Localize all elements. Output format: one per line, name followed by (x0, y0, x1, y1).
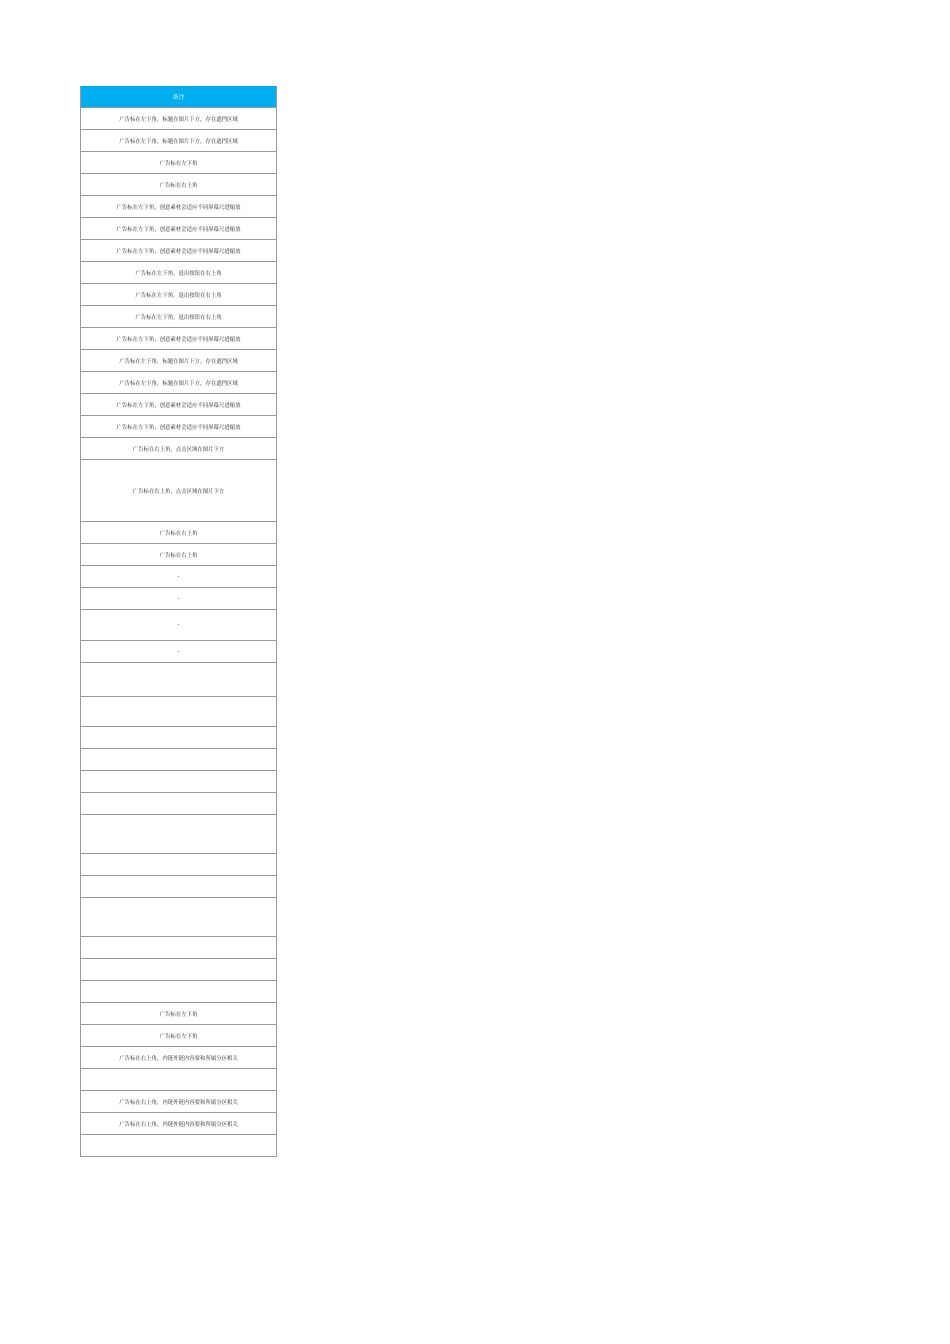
table-row: 广告标在右上角，内链外链内容要和所属分区相关 (81, 1091, 276, 1113)
table-row: 广告标在左下角，创意素材会适应不同屏幕尺进缩放 (81, 196, 276, 218)
table-row: 广告标在右上角 (81, 522, 276, 544)
table-row (81, 981, 276, 1003)
table-row: 广告标在左下角 (81, 1003, 276, 1025)
table-row (81, 793, 276, 815)
table-row (81, 697, 276, 727)
table-row (81, 854, 276, 876)
table-row: 广告标在左下角，创意素材会适应不同屏幕尺进缩放 (81, 328, 276, 350)
table-row: 广告标在左下角，创意素材会适应不同屏幕尺进缩放 (81, 218, 276, 240)
table-row: - (81, 588, 276, 610)
table-row: - (81, 610, 276, 641)
remarks-table (80, 86, 277, 1157)
table-row: 广告标在左下角，标题在图片下方，存在遮挡区域 (81, 108, 276, 130)
table-body (81, 108, 276, 1157)
table-row: 广告标在左下角，退出按钮在右上角 (81, 306, 276, 328)
table-row: 广告标在右上角，点击区域在图片下方 (81, 438, 276, 460)
table-row: 广告标在右上角，内链外链内容要和所属分区相关 (81, 1047, 276, 1069)
table-row (81, 663, 276, 697)
table-row (81, 898, 276, 937)
table-row (81, 937, 276, 959)
table-row: 广告标在左下角，标题在图片下方，存在遮挡区域 (81, 130, 276, 152)
table-row: - (81, 566, 276, 588)
table-row: 广告标在左下角，退出按钮在右上角 (81, 284, 276, 306)
table-row: 广告标在左下角，创意素材会适应不同屏幕尺进缩放 (81, 394, 276, 416)
table-row (81, 1069, 276, 1091)
table-row (81, 959, 276, 981)
table-row: 广告标在左下角，创意素材会适应不同屏幕尺进缩放 (81, 416, 276, 438)
table-row: 广告标在右上角 (81, 544, 276, 566)
table-row: 广告标在右上角，内链外链内容要和所属分区相关 (81, 1113, 276, 1135)
table-row (81, 1135, 276, 1157)
table-row (81, 876, 276, 898)
table-row: 广告标在左下角 (81, 152, 276, 174)
table-row (81, 749, 276, 771)
table-row: 广告标在左下角，标题在图片下方，存在遮挡区域 (81, 372, 276, 394)
table-row: 广告标在左下角，退出按钮在右上角 (81, 262, 276, 284)
table-row (81, 815, 276, 854)
table-row: 广告标在左下角，标题在图片下方，存在遮挡区域 (81, 350, 276, 372)
header-cell-remarks: 备注 (81, 86, 276, 108)
table-row (81, 727, 276, 749)
table-row: 广告标在左下角 (81, 1025, 276, 1047)
table-row (81, 771, 276, 793)
table-row: 广告标在左下角，创意素材会适应不同屏幕尺进缩放 (81, 240, 276, 262)
table-row: - (81, 641, 276, 663)
table-row: 广告标在右上角，点击区域在图片下方 (81, 460, 276, 522)
table-row: 广告标在右上角 (81, 174, 276, 196)
